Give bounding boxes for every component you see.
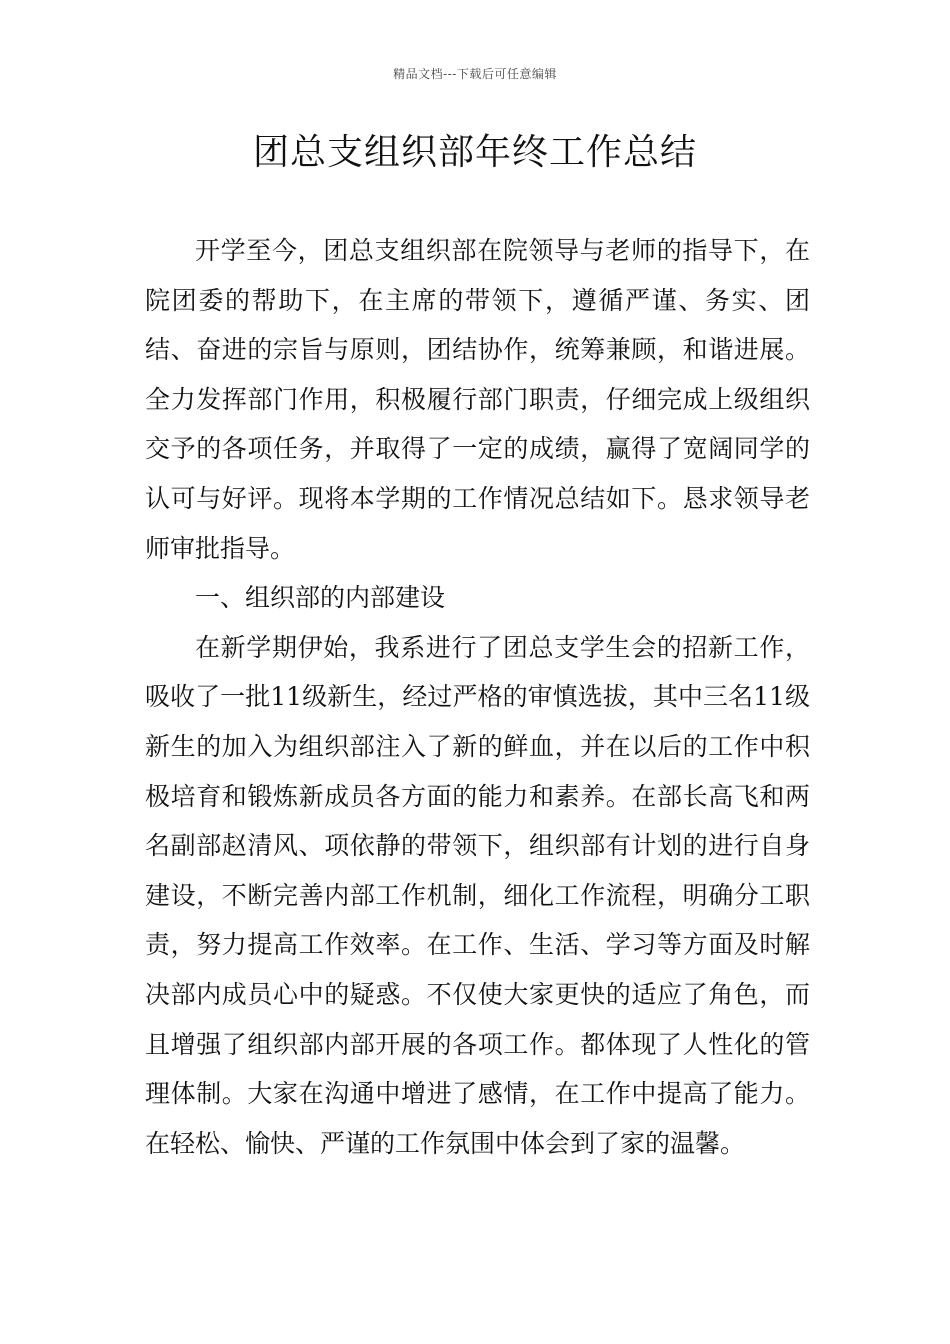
document-body — [145, 226, 810, 1168]
header-note: 精品文档---下载后可任意编辑 — [393, 67, 557, 81]
intro-paragraph: 开学至今，团总支组织部在院领导与老师的指导下，在院团委的帮助下，在主席的带领下，遵循严谨、务实、团结、奋进的宗旨与原则，团结协作，统筹兼顾，和谐进展。全力发挥部门作用，积极履行部门职责，仔细完成上级组织交予的各项任务，并取得了一定的成绩，赢得了宽阔同学的认可与好评。现将本学期的工作情况总结如下。恳求领导老师审批指导。 — [145, 236, 810, 563]
section-paragraph: 在新学期伊始，我系进行了团总支学生会的招新工作，吸收了一批11级新生，经过严格的审慎选拔，其中三名11级新生的加入为组织部注入了新的鲜血，并在以后的工作中积极培育和锻炼新成员各方面的能力和素养。在部长高飞和两名副部赵清风、项依静的带领下，组织部有计划的进行自身建设，不断完善内部工作机制，细化工作流程，明确分工职责，努力提高工作效率。在工作、生活、学习等方面及时解决部内成员心中的疑惑。不仅使大家更快的适应了角色，而且增强了组织部内部开展的各项工作。都体现了人性化的管理体制。大家在沟通中增进了感情，在工作中提高了能力。在轻松、愉快、严谨的工作氛围中体会到了家的温馨。 — [145, 632, 810, 1158]
document-title: 团总支组织部年终工作总结 — [252, 132, 697, 173]
section-heading: 一、组织部的内部建设 — [195, 583, 446, 613]
